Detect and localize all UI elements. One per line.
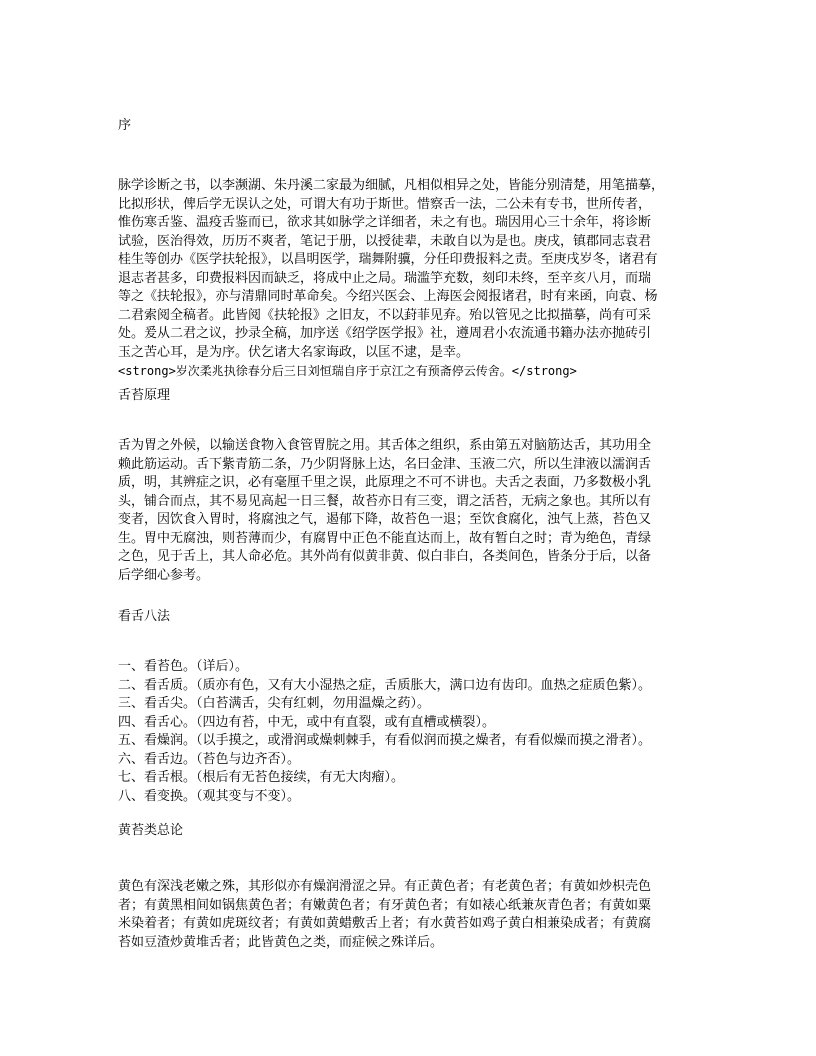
text-line: 头，铺合而点，其不易见高起一日三餐，故苔亦日有三变，谓之活苔，无病之象也。其所以有 xyxy=(118,493,652,509)
preface-signature: <strong>岁次柔兆执徐春分后三日刘恒瑞自序于京江之有预斋停云传舍。</strong> xyxy=(118,364,577,378)
list-item: 七、看舌根。（根后有无苔色接续，有无大肉瘤）。 xyxy=(118,770,405,785)
text-line: 脉学诊断之书，以李濒湖、朱丹溪二家最为细腻，凡相似相异之处，皆能分别清楚，用笔描摹， xyxy=(118,178,665,193)
text-line: 惟伤寒舌鉴、温疫舌鉴而已，欲求其如脉学之详细者，未之有也。瑞因用心三十余年，将诊断 xyxy=(118,215,652,230)
text-line: 生。胃中无腐浊，则苔薄而少，有腐胃中正色不能直达而上，故有暂白之时；青为绝色，青绿 xyxy=(118,530,652,546)
text-line: 玉之苦心耳，是为序。伏乞诸大名家诲政，以匡不逮，是幸。 xyxy=(118,344,470,360)
eight-methods-list xyxy=(118,658,706,806)
section-heading-eight-methods: 看舌八法 xyxy=(118,609,171,624)
text-line: 处。爰从二君之议，抄录全稿，加序送《绍学医学报》社，遵周君小农流通书籍办法亦抛砖引 xyxy=(118,326,652,341)
text-line: 桂生等创办《医学扶轮报》，以昌明医学，瑞舞附骥，分任印费报料之责。至庚戌岁冬，诸君有 xyxy=(118,252,658,267)
text-line: 试验，医治得效，历历不爽者，笔记于册，以授徒辈，未敢自以为是也。庚戌，镇郡同志袁君 xyxy=(118,233,652,249)
list-item: 三、看舌尖。（白苔满舌，尖有红刺，勿用温燥之药）。 xyxy=(118,696,431,711)
section-heading-preface: 序 xyxy=(118,118,132,133)
text-line: 苔如豆渣炒黄堆舌者；此皆黄色之类，而症候之殊详后。 xyxy=(118,934,444,950)
text-line: 二君索阅全稿者。此皆阅《扶轮报》之旧友，不以葑菲见弃。殆以管见之比拟描摹，尚有可采 xyxy=(118,307,652,323)
text-line: 质，明，其辨症之识，必有毫厘千里之误，此原理之不可不讲也。夫舌之表面，乃多数极小乳 xyxy=(118,475,652,490)
text-line: 者；有黄黑相间如锅焦黄色者；有嫩黄色者；有牙黄色者；有如裱心纸兼灰青色者；有黄如粟 xyxy=(118,897,652,913)
text-line: 舌为胃之外候，以输送食物入食管胃脘之用。其舌体之组织，系由第五对脑筋达舌，其功用全 xyxy=(118,438,652,453)
list-item: 四、看舌心。（四边有苔，中无，或中有直裂，或有直槽或横裂）。 xyxy=(118,714,496,730)
text-line: 等之《扶轮报》，亦与清鼎同时革命矣。今绍兴医会、上海医会阅报诸君，时有来函，向袁、杨 xyxy=(118,289,658,304)
section-heading-tongue-principle: 舌苔原理 xyxy=(118,388,171,403)
list-item: 六、看舌边。（苔色与边齐否）。 xyxy=(118,751,301,767)
text-line: 后学细心参考。 xyxy=(118,567,210,583)
tongue-principle-paragraph xyxy=(118,437,706,585)
yellow-coating-paragraph xyxy=(118,878,706,952)
text-line: 米染着者；有黄如虎斑纹者；有黄如黄蜡敷舌上者；有水黄苔如鸡子黄白相兼染成者；有黄腐 xyxy=(118,916,652,931)
section-heading-yellow-coating: 黄苔类总论 xyxy=(118,823,184,838)
text-line: 比拟形状，俾后学无误认之处，可谓大有功于斯世。惜察舌一法，二公未有专书，世所传者， xyxy=(118,196,652,212)
text-line: 变者，因饮食入胃时，将腐浊之气，遏郁下降，故苔色一退；至饮食腐化，浊气上蒸，苔色又 xyxy=(118,512,652,527)
text-line: 黄色有深浅老嫩之殊，其形似亦有燥润滑涩之异。有正黄色者；有老黄色者；有黄如炒枳壳色 xyxy=(118,879,652,894)
preface-paragraph xyxy=(118,177,706,381)
list-item: 八、看变换。（观其变与不变）。 xyxy=(118,788,301,804)
text-line: 退志者甚多，印费报料因而缺乏，将成中止之局。瑞滥竽充数，刻印未终，至辛亥八月，而瑞 xyxy=(118,270,652,286)
list-item: 二、看舌质。（质亦有色，又有大小湿热之症，舌质胀大，满口边有齿印。血热之症质色紫）。 xyxy=(118,677,652,693)
text-line: 之色，见于舌上，其人命必危。其外尚有似黄非黄、似白非白，各类间色，皆条分于后，以备 xyxy=(118,549,652,564)
list-item: 一、看苔色。（详后）。 xyxy=(118,659,249,674)
list-item: 五、看燥润。（以手摸之，或滑润或燥刺棘手，有看似润而摸之燥者，有看似燥而摸之滑者）。 xyxy=(118,733,652,748)
text-line: 赖此筋运动。舌下紫青筋二条，乃少阴肾脉上达，名曰金津、玉液二穴，所以生津液以濡润舌 xyxy=(118,456,652,472)
